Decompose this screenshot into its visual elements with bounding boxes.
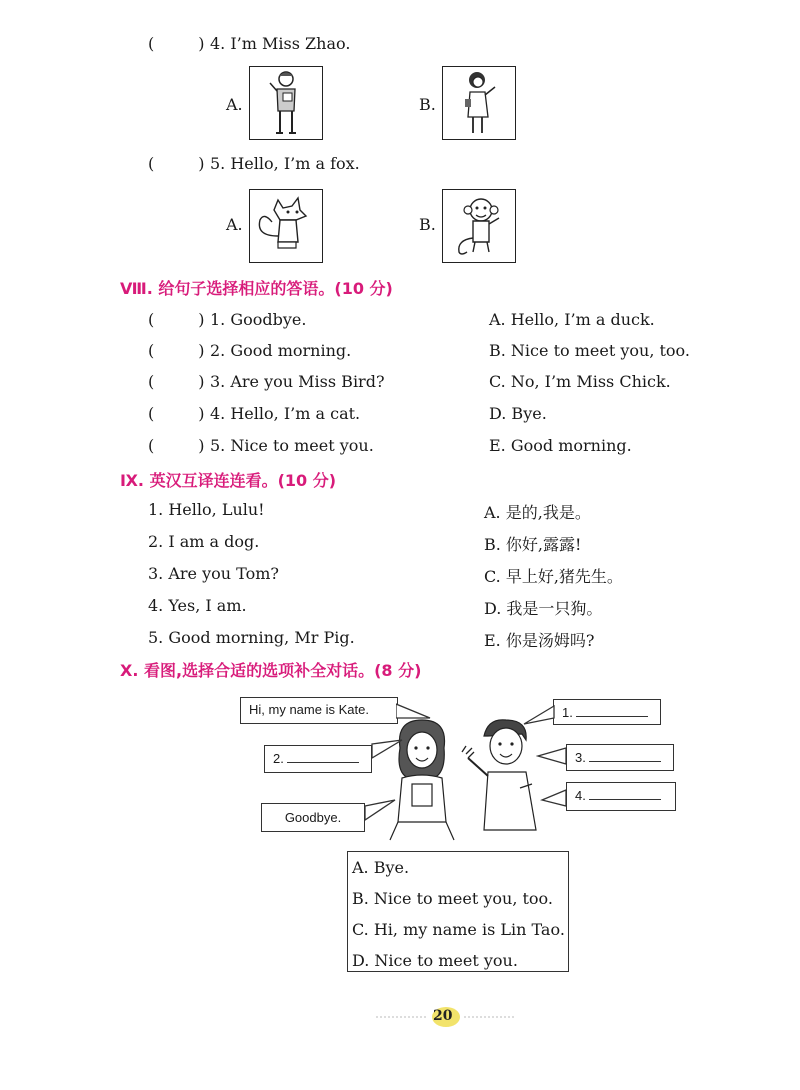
question-text: 2. Good morning. — [210, 341, 352, 360]
paren-open: ( — [148, 34, 155, 53]
picture-teacher-female — [442, 66, 516, 140]
woman-teacher-icon — [443, 67, 515, 139]
section-9-chinese-e: E. 你是汤姆吗? — [484, 631, 595, 650]
option-b-label: B. — [419, 215, 436, 234]
section-9-english-1: 1. Hello, Lulu! — [148, 500, 265, 519]
paren-close: ) — [198, 404, 205, 423]
question-text: 1. Goodbye. — [210, 310, 307, 329]
section-8-question-4 — [148, 404, 360, 423]
dialogue-option-b: B. Nice to meet you, too. — [352, 889, 553, 908]
bubble-tail-2 — [370, 738, 406, 762]
section-8-answer-d: D. Bye. — [489, 404, 547, 423]
paren-open: ( — [148, 372, 155, 391]
paren-close: ) — [198, 341, 205, 360]
paren-close: ) — [198, 436, 205, 455]
section-8-title: Ⅷ. 给句子选择相应的答语。(10 分) — [120, 279, 393, 298]
fox-icon — [250, 190, 322, 262]
picture-teacher-male — [249, 66, 323, 140]
speech-bubble-3 — [566, 744, 674, 771]
paren-close: ) — [198, 310, 205, 329]
option-a-label: A. — [226, 215, 243, 234]
picture-monkey — [442, 189, 516, 263]
speech-bubble-kate: Hi, my name is Kate. — [240, 697, 398, 724]
option-a-label: A. — [226, 95, 243, 114]
paren-close: ) — [198, 154, 205, 173]
question-text: 5. Nice to meet you. — [210, 436, 374, 455]
section-9-chinese-b: B. 你好,露露! — [484, 535, 582, 554]
answer-blank[interactable] — [287, 750, 359, 763]
section-9-english-2: 2. I am a dog. — [148, 532, 260, 551]
blank-number: 3. — [575, 750, 586, 765]
page-number: 20 — [433, 1008, 453, 1024]
man-teacher-icon — [250, 67, 322, 139]
dialogue-option-d: D. Nice to meet you. — [352, 951, 518, 970]
section-9-chinese-c: C. 早上好,猪先生。 — [484, 567, 623, 586]
paren-close: ) — [198, 34, 205, 53]
paren-open: ( — [148, 404, 155, 423]
answer-blank[interactable] — [576, 704, 648, 717]
speech-bubble-1 — [553, 699, 661, 725]
section-8-answer-c: C. No, I’m Miss Chick. — [489, 372, 671, 391]
question-text: 3. Are you Miss Bird? — [210, 372, 385, 391]
bubble-tail-4 — [540, 786, 568, 810]
section-9-chinese-d: D. 我是一只狗。 — [484, 599, 603, 618]
section-8-question-5 — [148, 436, 374, 455]
section-9-english-3: 3. Are you Tom? — [148, 564, 279, 583]
bubble-tail-1 — [520, 704, 556, 728]
section-8-answer-a: A. Hello, I’m a duck. — [489, 310, 655, 329]
answer-blank[interactable] — [589, 787, 661, 800]
blank-number: 2. — [273, 751, 284, 766]
monkey-icon — [443, 190, 515, 262]
picture-question-4 — [148, 34, 350, 53]
paren-open: ( — [148, 154, 155, 173]
question-text: 4. I’m Miss Zhao. — [210, 34, 351, 53]
picture-question-5 — [148, 154, 360, 173]
dialogue-option-c: C. Hi, my name is Lin Tao. — [352, 920, 565, 939]
section-9-title: Ⅸ. 英汉互译连连看。(10 分) — [120, 471, 337, 490]
paren-open: ( — [148, 310, 155, 329]
section-8-answer-e: E. Good morning. — [489, 436, 632, 455]
paren-open: ( — [148, 436, 155, 455]
bubble-tail-kate — [396, 700, 436, 724]
section-10-title: Ⅹ. 看图,选择合适的选项补全对话。(8 分) — [120, 661, 422, 680]
speech-bubble-4 — [566, 782, 676, 811]
question-text: 5. Hello, I’m a fox. — [210, 154, 360, 173]
section-8-question-2 — [148, 341, 351, 360]
bubble-tail-3 — [536, 744, 568, 768]
dialogue-option-a: A. Bye. — [352, 858, 410, 877]
option-b-label: B. — [419, 95, 436, 114]
section-9-english-5: 5. Good morning, Mr Pig. — [148, 628, 355, 647]
paren-close: ) — [198, 372, 205, 391]
speech-bubble-goodbye: Goodbye. — [261, 803, 365, 832]
bubble-tail-goodbye — [363, 798, 399, 822]
speech-bubble-2 — [264, 745, 372, 773]
section-9-chinese-a: A. 是的,我是。 — [484, 503, 591, 522]
paren-open: ( — [148, 341, 155, 360]
section-8-question-1 — [148, 310, 306, 329]
answer-blank[interactable] — [589, 749, 661, 762]
blank-number: 4. — [575, 788, 586, 803]
children-talking-illustration — [360, 712, 560, 842]
picture-fox — [249, 189, 323, 263]
section-8-question-3 — [148, 372, 385, 391]
section-8-answer-b: B. Nice to meet you, too. — [489, 341, 690, 360]
blank-number: 1. — [562, 705, 573, 720]
question-text: 4. Hello, I’m a cat. — [210, 404, 361, 423]
section-9-english-4: 4. Yes, I am. — [148, 596, 247, 615]
dialogue-options-box — [347, 851, 569, 972]
